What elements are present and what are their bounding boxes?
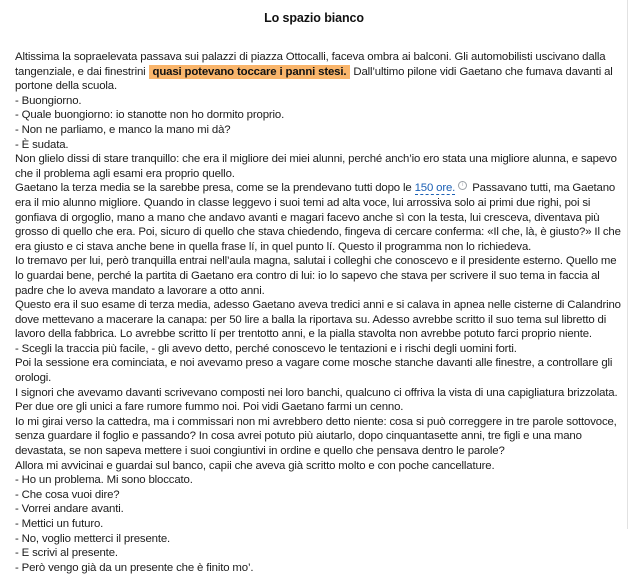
dialogue-line: - Che cosa vuoi dire?	[15, 488, 120, 501]
dialogue-line: - Però vengo già da un presente che è finito mo’.	[15, 561, 254, 574]
paragraph: Allora mi avvicinai e guardai sul banco, capii che aveva già scritto molto e con poche cancellature.	[15, 459, 495, 472]
dialogue-line: - No, voglio metterci il presente.	[15, 532, 171, 545]
paragraph	[15, 50, 621, 94]
dialogue-line: - Scegli la traccia più facile, - gli avevo detto, perché conoscevo le tentazioni e i rischi degli uomini forti.	[15, 342, 517, 355]
dialogue-line: - Non ne parliamo, e manco la mano mi dà?	[15, 123, 231, 136]
paragraph: I signori che avevamo davanti scrivevano composti nei loro banchi, qualcuno ci offriva la vista di una capigliatura brizzolata. Per due ore gli unici a fare rumore fummo noi. Poi vidi Gaetano farmi un cenno.	[15, 386, 618, 414]
dialogue-line: - Mettici un futuro.	[15, 518, 104, 530]
paragraph: Poi la sessione era cominciata, e noi avevamo preso a vagare come mosche stanche davanti alle finestre, a controllare gli orologi.	[15, 357, 613, 385]
highlighted-text[interactable]: quasi potevano toccare i panni stesi.	[149, 65, 351, 79]
document-body	[15, 50, 621, 575]
footnote-icon[interactable]: i	[458, 181, 467, 190]
glossary-link-150-ore[interactable]: 150 ore.	[414, 182, 456, 195]
dialogue-line: - Buongiorno.	[15, 94, 82, 107]
paragraph-text: Altissima la sopraelevata passava sui palazzi di piazza Ottocalli, faceva ombra ai balconi. Gli automobilisti uscivano dalla tangenziale, e dai finestrini	[15, 51, 606, 78]
dialogue-line: - Vorrei andare avanti.	[15, 503, 124, 516]
paragraph-text: Passavano tutti, ma Gaetano era il mio alunno migliore. Quando in classe leggevo i suoi temi ad alta voce, lui arrossiva solo ai primi due righi, poi si gonfiava di orgoglio, mano a mano che andavo avanti e magari facevo anche sì con la testa, lui cresceva, diventava più grosso di quello che era. Poi, sicuro di quello che stava chiedendo, fingeva di cercare conferma: «Il che, là, è giusto?» Il che era giusto e ci stava anche bene in quella frase lí, in quel punto lí. Questo il programma non lo richiedeva.	[15, 182, 621, 253]
paragraph-text: Gaetano la terza media se la sarebbe presa, come se la prendevano tutti dopo le	[15, 182, 415, 195]
paragraph: Io mi girai verso la cattedra, ma i commissari non mi avrebbero detto niente: cosa si può correggere in tre parole sottovoce, senza guardare il foglio e passando? In cosa avrei potuto più aiutarlo, dopo cinquantasette anni, tre figli e una mano devastata, se non sapeva mettere i suoi congiuntivi in ordine e quello che pensava dentro le parole?	[15, 415, 617, 458]
paragraph-text: Dall’ultimo pilone vidi Gaetano che fumava davanti al portone della scuola.	[15, 65, 613, 93]
paragraph: Io tremavo per lui, però tranquilla entrai nell’aula magna, salutai i colleghi che conoscevo e il presidente esterno. Quello me lo guardai bene, perché la partita di Gaetano era contro di lui: io lo sapevo che stava per scrivere il suo tema in faccia al padre che lo aveva mandato a lavorare a otto anni.	[15, 255, 617, 297]
paragraph: Non glielo dissi di stare tranquillo: che era il migliore dei miei alunni, perché anch’io ero stata una migliore alunna, e sapevo che il problema agli esami era proprio quello.	[15, 153, 617, 180]
dialogue-line: - È sudata.	[15, 138, 69, 151]
document-title: Lo spazio bianco	[264, 11, 364, 25]
dialogue-line: - Quale buongiorno: io stanotte non ho dormito proprio.	[15, 109, 285, 122]
dialogue-line: - Ho un problema. Mi sono bloccato.	[15, 474, 193, 487]
dialogue-line: - E scrivi al presente.	[15, 547, 118, 560]
paragraph	[15, 181, 621, 254]
paragraph: Questo era il suo esame di terza media, adesso Gaetano aveva tredici anni e si calava in apnea nelle cisterne di Calandrino dove mettevano a macerare la canapa: per 50 lire a balla la riportava su. Adesso avrebbe scritto il suo tema sul libretto di lavoro della fabbrica. Lo avrebbe scritto lí per trentotto anni, e la pialla stavolta non avrebbe potuto farci proprio niente.	[15, 299, 621, 341]
